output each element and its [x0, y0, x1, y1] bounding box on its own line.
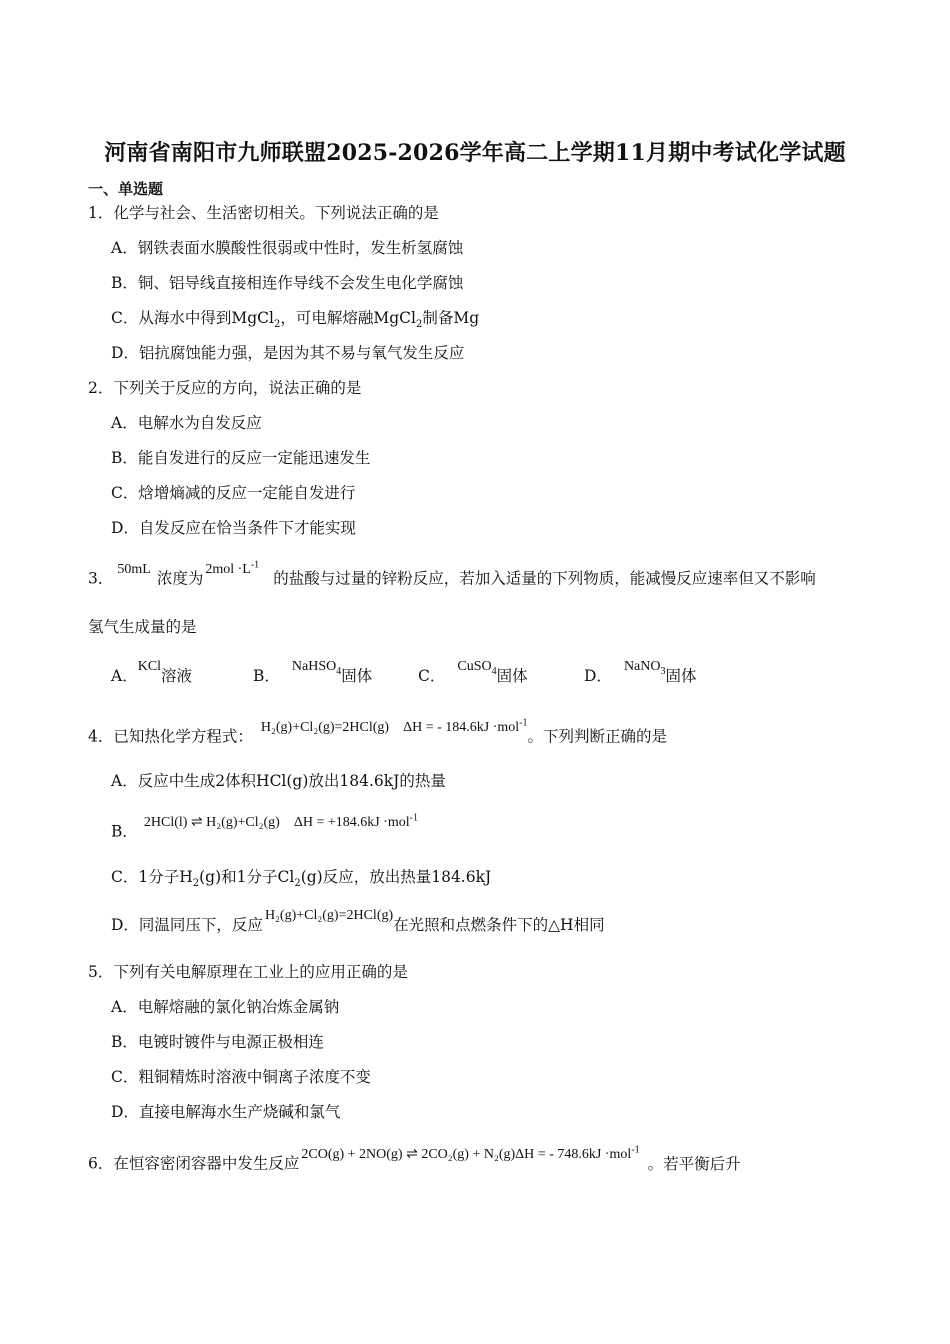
question-2-option-b[interactable]: B．能自发进行的反应一定能迅速发生: [111, 449, 371, 467]
section-heading: 一、单选题: [88, 180, 164, 198]
question-4-stem: 4．已知热化学方程式：H₂(g)+Cl₂(g)=2HCl(g) ΔH = - 184.6kJ ·mol$^{-1}$。下列判断正确的是: [88, 717, 667, 746]
question-5-stem: 5．下列有关电解原理在工业上的应用正确的是: [88, 963, 408, 981]
question-3-option-c[interactable]: C．CuSO$_4$固体: [418, 659, 528, 685]
question-5-option-a[interactable]: A．电解熔融的氯化钠冶炼金属钠: [111, 998, 340, 1016]
question-1-option-c[interactable]: C．从海水中得到MgCl$_2$，可电解熔融MgCl$_2$制备Mg: [111, 309, 480, 331]
question-1-option-b[interactable]: B．铜、铝导线直接相连作导线不会发生电化学腐蚀: [111, 274, 464, 292]
question-3-option-d[interactable]: D．NaNO$_3$固体: [584, 659, 697, 685]
question-5-option-d[interactable]: D．直接电解海水生产烧碱和氯气: [111, 1103, 341, 1121]
question-3-option-b[interactable]: B．NaHSO$_4$固体: [253, 659, 373, 685]
equilibrium-equation: 2CO(g) + 2NO(g) ⇌ 2CO₂(g) + N₂(g)ΔH = - 748.6kJ ·mol$^{-1}$: [301, 1144, 640, 1162]
question-4-option-a[interactable]: A．反应中生成2体积HCl(g)放出184.6kJ的热量: [111, 772, 446, 790]
question-4-option-c[interactable]: C．1分子$H_2(g)$和1分子$Cl_2(g)$反应，放出热量184.6kJ: [111, 868, 492, 890]
question-2-option-a[interactable]: A．电解水为自发反应: [111, 414, 262, 432]
question-5-option-b[interactable]: B．电镀时镀件与电源正极相连: [111, 1033, 324, 1051]
question-1-option-a[interactable]: A．钢铁表面水膜酸性很弱或中性时，发生析氢腐蚀: [111, 239, 464, 257]
page-title: 河南省南阳市九师联盟2025-2026学年高二上学期11月期中考试化学试题: [104, 140, 846, 166]
thermo-equation: H₂(g)+Cl₂(g)=2HCl(g): [260, 719, 390, 735]
concentration-formula: $2mol \cdot L^{-1}$: [205, 559, 260, 577]
question-1-option-d[interactable]: D．铝抗腐蚀能力强，是因为其不易与氧气发生反应: [111, 344, 465, 362]
question-2-option-d[interactable]: D．自发反应在恰当条件下才能实现: [111, 519, 356, 537]
enthalpy-value: ΔH = - 184.6kJ ·mol$^{-1}$: [403, 717, 528, 735]
question-1-stem: 1．化学与社会、生活密切相关。下列说法正确的是: [88, 204, 439, 222]
question-3-stem: 3．50mL浓度为$2mol \cdot L^{-1}$的盐酸与过量的锌粉反应，若加入适量的下列物质，能减慢反应速率但又不影响: [88, 559, 816, 588]
volume-formula: 50mL: [117, 561, 151, 577]
question-3-option-a[interactable]: A．KCl溶液: [111, 659, 193, 685]
question-2-stem: 2．下列关于反应的方向，说法正确的是: [88, 379, 362, 397]
question-6-stem: 6．在恒容密闭容器中发生反应2CO(g) + 2NO(g) ⇌ 2CO₂(g) + N₂(g)ΔH = - 748.6kJ ·mol$^{-1}$。若平衡后升: [88, 1144, 741, 1173]
question-5-option-c[interactable]: C．粗铜精炼时溶液中铜离子浓度不变: [111, 1068, 371, 1086]
question-4-option-d[interactable]: D．同温同压下，反应H₂(g)+Cl₂(g)=2HCl(g)在光照和点燃条件下的△H相同: [111, 908, 605, 934]
question-3-stem-cont: 氢气生成量的是: [88, 618, 197, 636]
question-2-option-c[interactable]: C．焓增熵减的反应一定能自发进行: [111, 484, 356, 502]
question-4-option-b[interactable]: B．2HCl(l) ⇌ H₂(g)+Cl₂(g) ΔH = +184.6kJ ·mol$^{-1}$: [111, 812, 418, 841]
